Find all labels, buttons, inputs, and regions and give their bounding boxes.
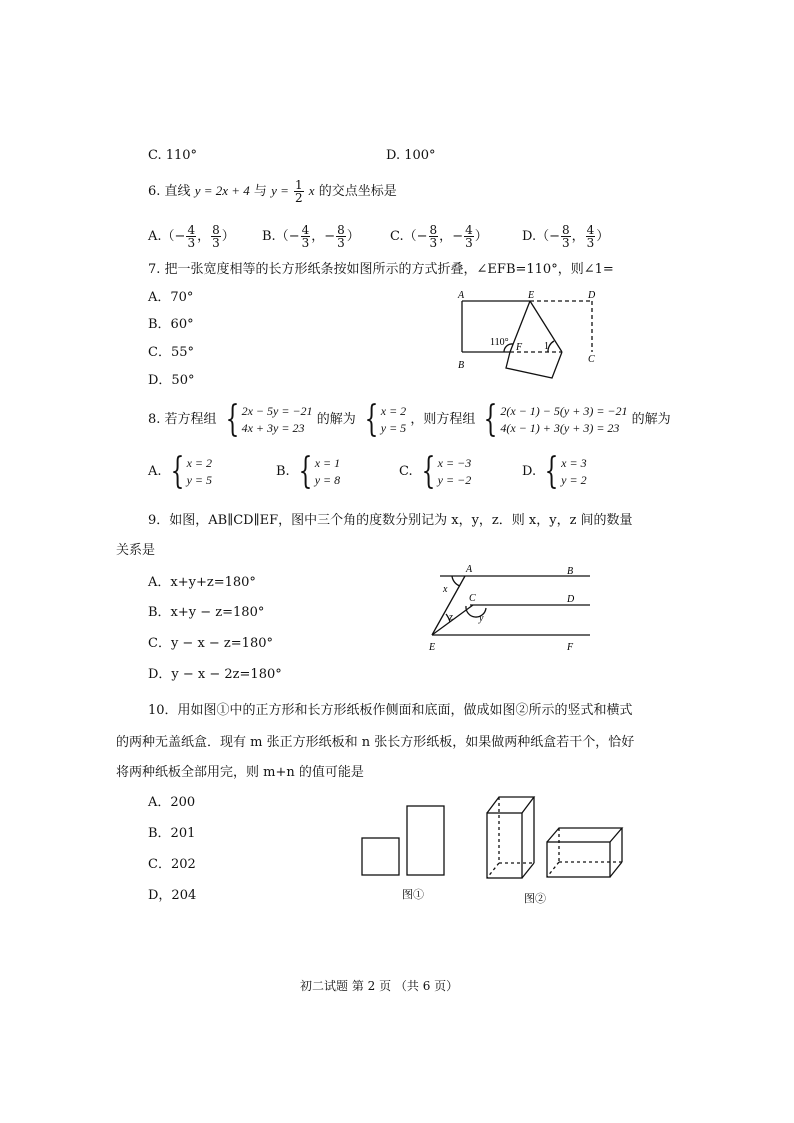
q10-option-a: A．200 <box>148 795 196 810</box>
q7-label-1: 1 <box>544 341 549 352</box>
q7-label-b: B <box>458 360 465 371</box>
q9-option-b: B．x+y − z=180° <box>148 605 265 620</box>
q9-label-e: E <box>429 642 436 653</box>
q7-stem: 7. 把一张宽度相等的长方形纸条按如图所示的方式折叠，∠EFB=110°，则∠1= <box>148 262 614 277</box>
q10-vertical-box-hidden-left <box>487 863 499 878</box>
q10-horizontal-box-front <box>547 842 610 877</box>
q10-stem-line-3: 将两种纸板全部用完，则 m+n 的值可能是 <box>116 765 364 780</box>
q10-figures <box>355 790 625 910</box>
q6-option-c: C.（− $\frac{8}{3}$ ，− $\frac{4}{3}$ ） <box>390 223 488 250</box>
q9-label-x: x <box>443 584 448 595</box>
q10-stem-line-2: 的两种无盖纸盒．现有 m 张正方形纸板和 n 张长方形纸板，如果做两种纸盒若干个，恰好 <box>116 735 635 750</box>
q7-option-d: D．50° <box>148 373 195 388</box>
q6-equation-2-right: x <box>308 183 315 198</box>
q9-angle-x-arc <box>452 576 460 586</box>
q6-stem-start: 6. 直线 <box>148 184 191 199</box>
q7-figure <box>450 285 610 385</box>
q6-stem-and: 与 <box>253 184 267 199</box>
q10-vertical-box-front <box>487 813 522 878</box>
q10-vertical-box-bottom-right <box>522 863 534 878</box>
q9-option-d: D．y − x − 2z=180° <box>148 667 282 682</box>
q7-label-e: E <box>528 290 535 301</box>
q8-option-c: C. { x = −3 y = −2 <box>399 450 472 492</box>
q9-stem-line-1: 9．如图，AB∥CD∥EF，图中三个角的度数分别记为 x，y，z．则 x，y，z 间的数量 <box>148 513 633 528</box>
q10-figure-1-caption: 图① <box>402 889 424 901</box>
q8-option-a: A. { x = 2 y = 5 <box>148 450 213 492</box>
q7-folded-flap <box>506 352 562 378</box>
q6-equation-2-fraction: $\frac{1}{2}$ <box>295 178 303 205</box>
q9-label-z: z <box>449 612 453 623</box>
q6-option-b: B.（− $\frac{4}{3}$ ，− $\frac{8}{3}$ ） <box>262 223 360 250</box>
q10-horizontal-box-top <box>547 828 622 842</box>
q9-label-d: D <box>567 594 575 605</box>
q7-option-c: C．55° <box>148 345 194 360</box>
q8-system-1: { 2x − 5y = −21 4x + 3y = 23 <box>225 398 313 440</box>
q7-label-d: D <box>588 290 596 301</box>
q7-label-110: 110° <box>490 337 509 348</box>
q9-label-c: C <box>469 593 476 604</box>
q9-label-a: A <box>466 564 473 575</box>
q6-stem-end: 的交点坐标是 <box>318 184 397 199</box>
q9-label-b: B <box>567 566 574 577</box>
q7-label-c: C <box>588 354 595 365</box>
q10-option-c: C．202 <box>148 857 196 872</box>
q10-stem-line-1: 10．用如图①中的正方形和长方形纸板作侧面和底面，做成如图②所示的竖式和横式 <box>148 703 633 718</box>
q6-option-d: D.（− $\frac{8}{3}$ ， $\frac{4}{3}$ ） <box>522 223 610 250</box>
q10-vertical-box-top <box>487 797 534 813</box>
q8-system-2: { 2(x − 1) − 5(y + 3) = −21 4(x − 1) + 3(y + 3) = 23 <box>484 398 628 440</box>
q6-stem <box>148 179 397 203</box>
q9-option-c: C．y − x − z=180° <box>148 636 273 651</box>
q10-option-d: D，204 <box>148 888 197 903</box>
q8-stem: 8. 若方程组 { 2x − 5y = −21 4x + 3y = 23 的解为 { x = 2 y = 5 ，则方程组 { 2(x − 1) − 5(y + 3) = −21 4(x − 1) + 3(y + 3) = 23 的解为 <box>148 398 671 440</box>
q9-option-a: A．x+y+z=180° <box>148 575 256 590</box>
q5-option-c: C. 110° <box>148 148 198 163</box>
q9-segment-ae <box>432 576 465 635</box>
q10-option-b: B．201 <box>148 826 196 841</box>
q10-horizontal-box-hidden-left <box>547 862 559 877</box>
q8-option-b: B. { x = 1 y = 8 <box>276 450 341 492</box>
q5-option-d: D. 100° <box>386 148 436 163</box>
q9-label-f: F <box>567 642 574 653</box>
q7-label-a: A <box>458 290 465 301</box>
q7-label-f: F <box>516 342 523 353</box>
q6-equation-1: y = 2x + 4 <box>194 183 250 198</box>
q7-option-a: A．70° <box>148 290 194 305</box>
q10-horizontal-box-bottom-right <box>610 862 622 877</box>
q9-stem-line-2: 关系是 <box>116 543 156 558</box>
q10-square-board <box>362 838 399 875</box>
q10-rectangle-board <box>407 806 444 875</box>
q7-option-b: B．60° <box>148 317 194 332</box>
q8-solution: { x = 2 y = 5 <box>364 398 407 440</box>
q10-figure-2-caption: 图② <box>524 893 546 905</box>
page-footer: 初二试题 第 2 页 （共 6 页） <box>300 979 459 993</box>
q6-option-a: A.（− $\frac{4}{3}$ ， $\frac{8}{3}$ ） <box>148 223 235 250</box>
q8-option-d: D. { x = 3 y = 2 <box>522 450 587 492</box>
q6-equation-2-left: y = <box>271 183 289 198</box>
q9-label-y: y <box>479 613 484 624</box>
q9-figure <box>420 560 600 660</box>
